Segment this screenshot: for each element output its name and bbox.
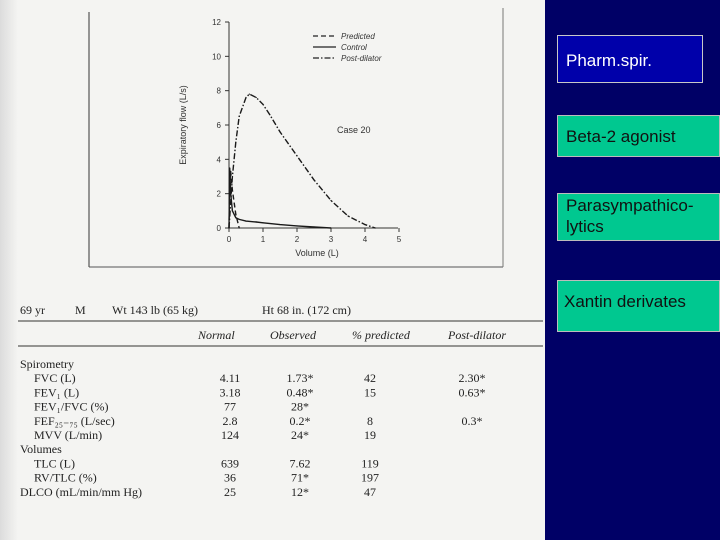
table-cell: 2.30* xyxy=(458,371,486,386)
data-point xyxy=(262,222,263,223)
table-cell: 197 xyxy=(361,470,379,485)
row-label: MVV (L/min) xyxy=(34,428,103,442)
table-cell: 1.73* xyxy=(286,371,314,386)
row-label: DLCO (mL/min/mm Hg) xyxy=(20,484,142,499)
table-cell: 124 xyxy=(221,428,239,442)
row-label: Spirometry xyxy=(20,357,74,371)
data-point xyxy=(375,227,376,228)
data-point xyxy=(229,167,230,168)
x-ticks xyxy=(227,228,402,244)
y-tick-label: 10 xyxy=(212,52,221,62)
y-tick-label: 6 xyxy=(216,121,221,130)
table-cell: 639 xyxy=(221,456,239,471)
data-point xyxy=(364,224,365,225)
data-point xyxy=(239,219,240,220)
pharm-spir-box: Pharm.spir. xyxy=(557,35,703,83)
row-label: FEV₁ (L) xyxy=(34,385,80,400)
data-point xyxy=(232,176,233,177)
table-cell: 119 xyxy=(361,456,379,471)
xantin-derivates-box: Xantin derivates xyxy=(557,280,720,332)
data-point xyxy=(262,104,263,105)
table-cell: 25 xyxy=(224,484,236,499)
table-cell: 8 xyxy=(367,413,373,428)
pft-table-body xyxy=(20,357,486,499)
y-tick-label: 4 xyxy=(216,155,221,165)
legend-label-predicted: Predicted xyxy=(341,32,375,41)
x-tick-label: 3 xyxy=(328,235,334,244)
row-label: FVC (L) xyxy=(34,371,76,386)
data-point xyxy=(256,221,257,222)
patient-info xyxy=(20,303,351,317)
patient-weight: Wt 143 lb (65 kg) xyxy=(112,303,198,317)
table-cell: 24* xyxy=(291,428,309,442)
y-axis-label: Expiratory flow (L/s) xyxy=(178,85,188,165)
data-point xyxy=(347,215,348,216)
patient-age: 69 yr xyxy=(20,303,45,317)
x-tick-label: 1 xyxy=(260,235,266,244)
y-tick-label: 2 xyxy=(216,189,221,199)
data-point xyxy=(330,227,331,228)
header-observed: Observed xyxy=(270,328,316,342)
case-annotation: Case 20 xyxy=(337,125,371,135)
data-point xyxy=(279,131,280,132)
data-point xyxy=(235,142,236,143)
y-tick-label: 0 xyxy=(216,224,221,233)
table-cell: 36 xyxy=(224,470,236,485)
series-control xyxy=(229,168,331,228)
table-cell: 0.3* xyxy=(461,413,483,428)
table-cell: 42 xyxy=(364,371,376,386)
data-point xyxy=(245,221,246,222)
table-cell: 28* xyxy=(291,399,309,414)
data-point xyxy=(235,217,236,218)
header-normal: Normal xyxy=(198,328,235,342)
table-cell: 77 xyxy=(224,399,236,414)
patient-height: Ht 68 in. (172 cm) xyxy=(262,303,351,317)
legend-label-control: Control xyxy=(341,43,367,52)
x-tick-label: 4 xyxy=(362,235,368,244)
row-label: Volumes xyxy=(20,442,62,457)
patient-sex: M xyxy=(75,303,86,317)
table-cell: 19 xyxy=(364,428,376,442)
header-post-dilator: Post-dilator xyxy=(448,328,507,342)
parasympathicolytics-box: Parasympathico- lytics xyxy=(557,193,720,241)
data-point xyxy=(232,210,233,211)
table-cell: 0.63* xyxy=(458,385,486,400)
y-ticks xyxy=(212,18,229,233)
row-label: RV/TLC (%) xyxy=(34,470,97,485)
table-cell: 3.18 xyxy=(219,385,241,400)
y-tick-label: 12 xyxy=(212,18,221,27)
data-point xyxy=(296,155,297,156)
data-point xyxy=(330,200,331,201)
data-point xyxy=(256,97,257,98)
data-point xyxy=(239,116,240,117)
table-cell: 47 xyxy=(364,484,376,499)
table-cell: 12* xyxy=(291,484,309,499)
row-label: FEV₁/FVC (%) xyxy=(34,399,109,414)
data-point xyxy=(313,179,314,180)
row-label: FEF₂₅₋₇₅ (L/sec) xyxy=(34,413,115,428)
data-point xyxy=(235,214,236,215)
data-point xyxy=(239,227,240,228)
table-header xyxy=(197,328,506,342)
x-tick-label: 2 xyxy=(294,235,300,244)
legend-label-post-dilator: Post-dilator xyxy=(341,54,382,63)
x-tick-label: 5 xyxy=(396,235,402,244)
beta2-agonist-box: Beta-2 agonist xyxy=(557,115,720,157)
data-point xyxy=(296,225,297,226)
table-cell: 15 xyxy=(364,385,376,400)
table-cell: 4.11 xyxy=(219,371,241,386)
data-point xyxy=(279,224,280,225)
data-point xyxy=(249,94,250,95)
data-point xyxy=(228,227,229,228)
data-point xyxy=(245,97,246,98)
table-cell: 71* xyxy=(291,470,309,485)
chart-series xyxy=(228,94,375,229)
table-cell: 7.62 xyxy=(289,456,311,471)
table-cell: 0.48* xyxy=(286,385,314,400)
table-cell: 0.2* xyxy=(289,413,311,428)
chart-legend xyxy=(313,32,382,63)
series-post-dilator xyxy=(229,94,375,228)
row-label: TLC (L) xyxy=(34,456,75,471)
x-axis-label: Volume (L) xyxy=(295,248,339,258)
data-point xyxy=(269,114,270,115)
x-tick-label: 0 xyxy=(226,235,232,244)
data-point xyxy=(313,226,314,227)
header-percent-predicted: % predicted xyxy=(352,328,410,342)
table-cell: 2.8 xyxy=(222,413,238,428)
y-tick-label: 8 xyxy=(216,86,221,96)
